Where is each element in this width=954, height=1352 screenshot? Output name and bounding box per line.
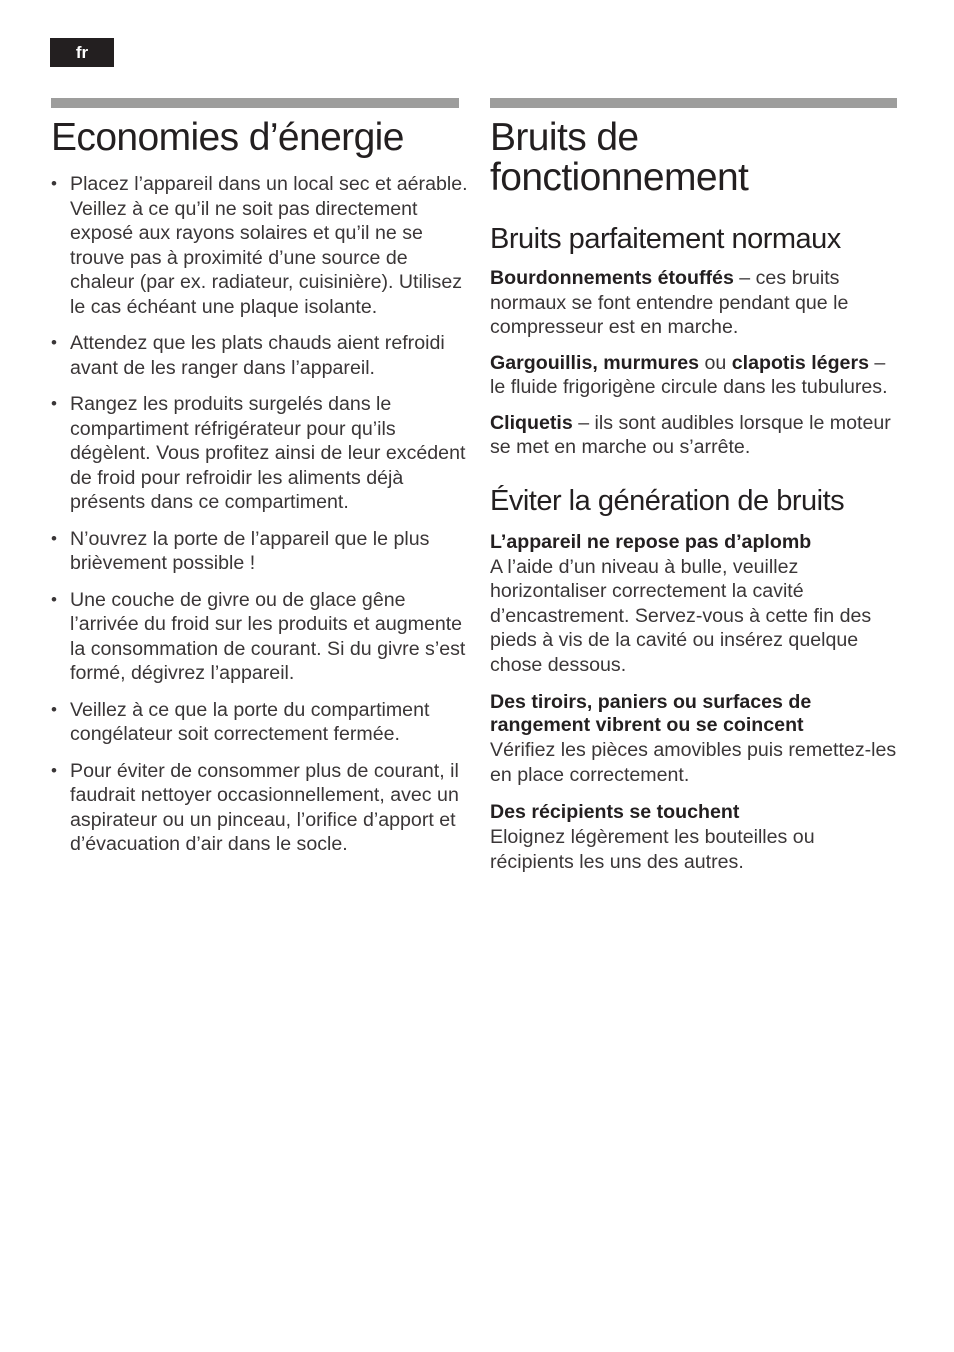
list-item: • Attendez que les plats chauds aient refroidi avant de les ranger dans l’appareil.: [51, 332, 445, 379]
bullet-icon: •: [51, 589, 57, 609]
energy-saving-title: Economies d’énergie: [51, 116, 404, 159]
gurgling-paragraph: Gargouillis, murmures ou clapotis légers – le fluide frigorigène circule dans les tubulures.: [490, 351, 888, 398]
bullet-icon: •: [51, 174, 57, 193]
list-item: • Veillez à ce que la porte du compartiment congélateur soit correctement fermée.: [51, 698, 430, 745]
list-item: • N’ouvrez la porte de l’appareil que le plus brièvement possible !: [51, 527, 430, 574]
section-rule-right: [490, 98, 897, 108]
operating-noises-column: [490, 108, 900, 874]
drawers-vibrate-title: Des tiroirs, paniers ou surfaces de rangement vibrent ou se coincent: [490, 691, 812, 736]
bullet-icon: •: [51, 333, 57, 352]
list-item: • Rangez les produits surgelés dans le compartiment réfrigérateur pour qu’ils dégèlent. Vous profitez ainsi de leur excédent de froid pour refroidir les aliments déjà présents dans ce compartiment.: [51, 393, 466, 513]
list-item: • Placez l’appareil dans un local sec et aérable. Veillez à ce qu’il ne soit pas directement exposé aux rayons solaires et qu’il ne se trouve pas à proximité d’une source de chaleur (par ex. radiateur, cuisinière). Utilisez le cas échéant une plaque isolante.: [51, 173, 468, 318]
bullet-icon: •: [51, 394, 57, 413]
clicking-paragraph: Cliquetis – ils sont audibles lorsque le moteur se met en marche ou s’arrête.: [490, 411, 891, 458]
avoid-noise-heading: Éviter la génération de bruits: [490, 484, 845, 517]
humming-paragraph: Bourdonnements étouffés – ces bruits normaux se font entendre pendant que le compresseur est en marche.: [490, 267, 849, 338]
bullet-icon: •: [51, 699, 57, 719]
bullet-icon: •: [51, 528, 57, 548]
drawers-vibrate-text: Vérifiez les pièces amovibles puis remettez-les en place correctement.: [490, 739, 897, 786]
containers-touch-title: Des récipients se touchent: [490, 801, 740, 823]
energy-saving-column: [51, 108, 471, 869]
containers-touch-text: Eloignez légèrement les bouteilles ou récipients les uns des autres.: [490, 826, 815, 873]
normal-noises-heading: Bruits parfaitement normaux: [490, 223, 841, 255]
energy-saving-list: [51, 172, 471, 857]
operating-noises-title: Bruits de fonctionnement: [490, 116, 749, 199]
not-level-title: L’appareil ne repose pas d’aplomb: [490, 530, 812, 553]
language-tab: fr: [50, 38, 114, 67]
section-rule-left: [51, 98, 459, 108]
list-item: • Pour éviter de consommer plus de courant, il faudrait nettoyer occasionnellement, avec un aspirateur ou un pinceau, l’orifice d’apport et d’évacuation d’air dans le socle.: [51, 759, 459, 855]
not-level-text: A l’aide d’un niveau à bulle, veuillez horizontaliser correctement la cavité d’encastrement. Servez-vous à cette fin des pieds à vis de la cavité ou insérez quelque chose dessous.: [490, 555, 872, 676]
bullet-icon: •: [51, 760, 57, 780]
list-item: • Une couche de givre ou de glace gêne l’arrivée du froid sur les produits et augmente la consommation de courant. Si du givre s’est formé, dégivrez l’appareil.: [51, 588, 466, 684]
